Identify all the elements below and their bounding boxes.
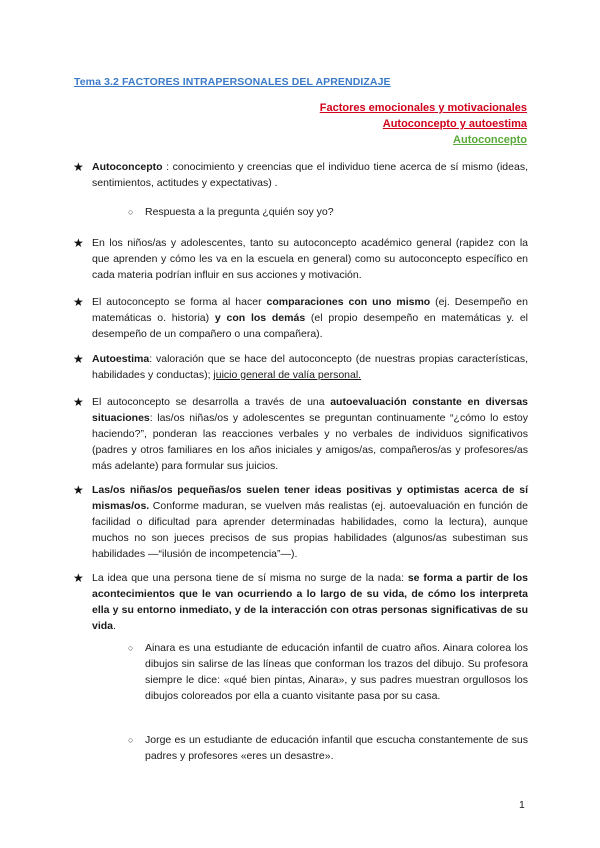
bullet-item-autoevaluacion: ★ El autoconcepto se desarrolla a través de una autoevaluación constante en diversas situaciones: las/os niñas/os y adolescentes se preguntan continuamente “¿cómo lo estoy haciendo?”, ponderan las reacciones verbales y no verbales de individuos significativos (padres y otros familiares en los años iniciales y amigos/as, compañeros/as y profesores/as más adelante) para formular sus juicios.	[73, 395, 528, 472]
star-bullet-icon: ★	[73, 352, 84, 366]
star-bullet-icon: ★	[73, 571, 84, 585]
bullet-item-ninas-pequenas: ★ Las/os niñas/os pequeñas/os suelen tener ideas positivas y optimistas acerca de sí mismas/os. Conforme maduran, se vuelven más realistas (ej. autoevaluación en función de facilidad o dificultad para aprender determinadas habilidades, como la lectura), aunque muchos no son jueces precisos de sus propias habilidades (algunos/as subestiman sus habilidades —“ilusión de incompetencia”—).	[73, 483, 528, 560]
circle-bullet-icon: ○	[128, 735, 134, 745]
sub-item-ainara: ○ Ainara es una estudiante de educación infantil de cuatro años. Ainara colorea los dibujos sin salirse de las líneas que conforman los trazos del dibujo. Su profesora siempre le dice: «qué bien pintas, Ainara», y sus padres muestran orgullosos los dibujos coloreados por ella a cuanto visitante pasa por su casa.	[128, 642, 528, 702]
section-heading-selfconcept-selfesteem: Autoconcepto y autoestima	[382, 118, 527, 130]
star-bullet-icon: ★	[73, 236, 84, 250]
bullet-item-comparaciones: ★ El autoconcepto se forma al hacer comparaciones con uno mismo (ej. Desempeño en matemáticas o. historia) y con los demás (el propio desempeño en matemáticas y. el desempeño de un compañero o una compañera).	[73, 295, 529, 340]
page-number: 1	[519, 799, 525, 811]
bullet-item-autoestima: ★ Autoestima: valoración que se hace del autoconcepto (de nuestras propias características, habilidades y conductas); juicio general de valía personal.	[73, 352, 528, 381]
bullet-item-idea-persona: ★ La idea que una persona tiene de sí misma no surge de la nada: se forma a partir de los acontecimientos que le van ocurriendo a lo largo de su vida, de cómo los interpreta ella y su entorno inmediato, y de la interacción con otras personas significativas de su vida.	[73, 571, 528, 632]
section-heading-emotional: Factores emocionales y motivacionales	[319, 102, 527, 114]
bullet-item-autoconcepto: ★ Autoconcepto : conocimiento y creencias que el individuo tiene acerca de sí mismo (ideas, sentimientos, actitudes y expectativas) .	[73, 160, 528, 189]
page-title: Tema 3.2 FACTORES INTRAPERSONALES DEL APRENDIZAJE	[74, 76, 391, 88]
circle-bullet-icon: ○	[128, 207, 134, 217]
circle-bullet-icon: ○	[128, 643, 134, 653]
sub-item-jorge: ○ Jorge es un estudiante de educación infantil que escucha constantemente de sus padres y profesores «eres un desastre».	[128, 734, 528, 762]
bullet-item-ninos: ★ En los niños/as y adolescentes, tanto su autoconcepto académico general (rapidez con la que aprenden y cómo les va en la escuela en general) como su autoconcepto específico en cada materia podrían influir en sus acciones y motivación.	[73, 236, 528, 281]
sub-item-question: ○ Respuesta a la pregunta ¿quién soy yo?	[128, 206, 334, 218]
star-bullet-icon: ★	[73, 295, 84, 309]
section-heading-selfconcept: Autoconcepto	[453, 134, 527, 146]
star-bullet-icon: ★	[73, 395, 84, 409]
star-bullet-icon: ★	[73, 483, 84, 497]
star-bullet-icon: ★	[73, 160, 84, 174]
